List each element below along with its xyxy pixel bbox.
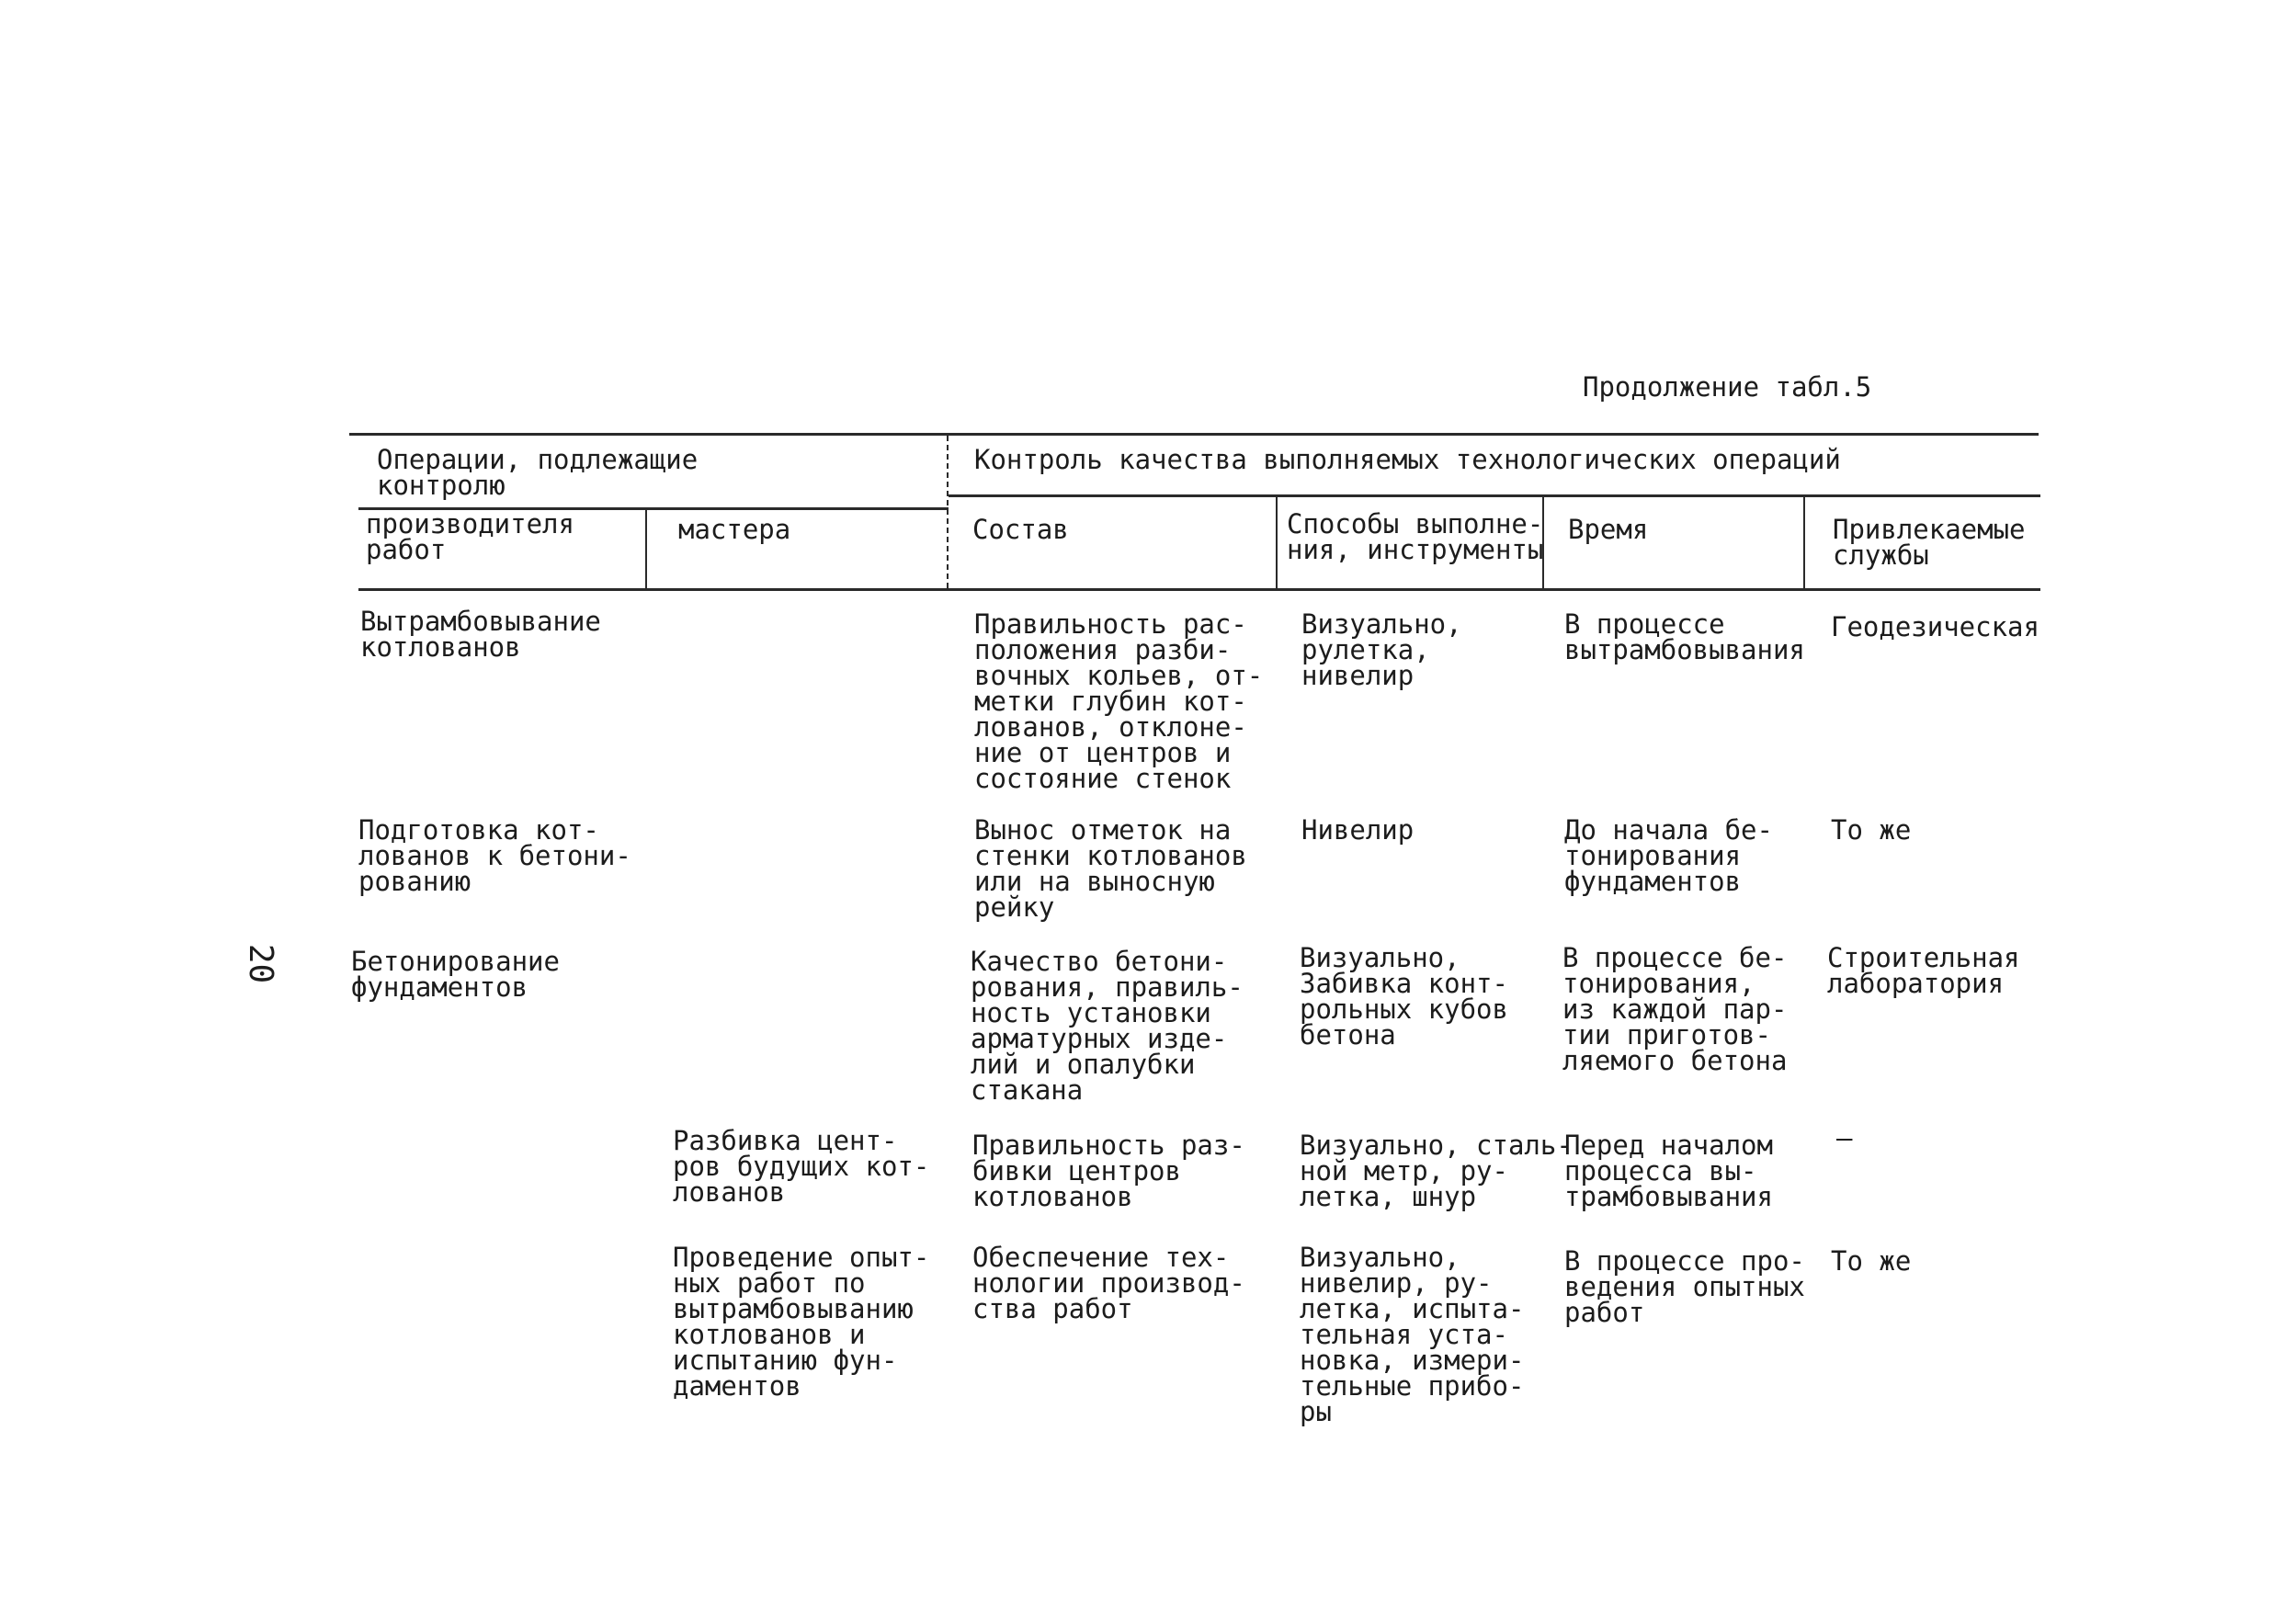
row2-time: До начала бе- тонирования фундаментов xyxy=(1564,814,1773,897)
row2-composition: Вынос отметок на стенки котлованов или на выносную рейку xyxy=(974,814,1247,923)
row5-time: В процессе про- ведения опытных работ xyxy=(1564,1245,1805,1328)
row4-composition: Правильность раз- бивки центров котлованов xyxy=(972,1130,1245,1212)
row3-services: Строительная лаборатория xyxy=(1827,942,2020,999)
header-services: Привлекаемые службы xyxy=(1833,514,2026,571)
header-quality-group: Контроль качества выполняемых технологических операций xyxy=(974,444,1841,475)
row1-producer: Вытрамбовывание котлованов xyxy=(360,606,601,663)
row1-composition: Правильность рас- положения разби- вочных кольев, от- метки глубин кот- лованов, отклоне- ние от центров и состояние стенок xyxy=(974,608,1264,794)
col-divider-time-services xyxy=(1803,494,1805,588)
group-divider xyxy=(947,436,949,588)
row3-producer: Бетонирование фундаментов xyxy=(351,946,560,1003)
row3-composition: Качество бетони- рования, правиль- ность установки арматурных изде- лий и опалубки стакана xyxy=(971,946,1244,1106)
table-top-rule xyxy=(349,433,2039,436)
header-producer: производителя работ xyxy=(366,508,574,565)
row2-methods: Нивелир xyxy=(1301,814,1414,846)
row5-master: Проведение опыт- ных работ по вытрамбовыванию котлованов и испытанию фун- даментов xyxy=(673,1242,930,1402)
header-operations-group: Операции, подлежащие контролю xyxy=(377,444,699,501)
table-caption: Продолжение табл.5 xyxy=(1583,371,1872,403)
row4-services: — xyxy=(1836,1122,1853,1153)
row5-composition: Обеспечение тех- нологии производ- ства работ xyxy=(972,1242,1245,1324)
header-bottom-rule xyxy=(358,588,2040,591)
row3-methods: Визуально, Забивка конт- рольных кубов бетона xyxy=(1300,942,1508,1050)
col-divider-producer-master xyxy=(645,507,647,588)
row1-time: В процессе вытрамбовывания xyxy=(1564,608,1805,665)
row2-services: То же xyxy=(1831,814,1912,846)
row4-master: Разбивка цент- ров будущих кот- лованов xyxy=(673,1125,930,1208)
row5-services: То же xyxy=(1831,1245,1912,1277)
row2-producer: Подготовка кот- лованов к бетони- рованию xyxy=(358,814,631,897)
row4-methods: Визуально, сталь- ной метр, ру- летка, шнур xyxy=(1300,1130,1573,1212)
quality-group-rule xyxy=(949,494,2040,497)
row3-time: В процессе бе- тонирования, из каждой пар- тии приготов- ляемого бетона xyxy=(1562,942,1788,1076)
header-master: мастера xyxy=(678,514,791,545)
header-time: Время xyxy=(1568,514,1649,545)
row1-methods: Визуально, рулетка, нивелир xyxy=(1301,608,1462,691)
page-number: 20 xyxy=(242,943,280,984)
header-composition: Состав xyxy=(972,514,1069,545)
row4-time: Перед началом процесса вы- трамбовывания xyxy=(1564,1130,1773,1212)
row1-services: Геодезическая xyxy=(1831,611,2039,642)
col-divider-composition-methods xyxy=(1276,494,1278,588)
row5-methods: Визуально, нивелир, ру- летка, испыта- тельная уста- новка, измери- тельные прибо- ры xyxy=(1300,1242,1525,1427)
header-methods: Способы выполне- ния, инструменты xyxy=(1287,508,1544,565)
